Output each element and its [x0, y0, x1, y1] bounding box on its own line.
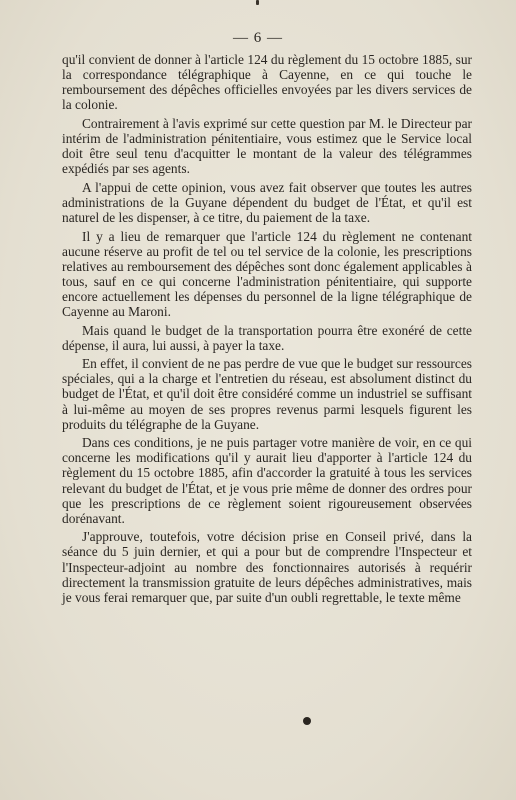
paragraph: J'approuve, toutefois, votre décision prise en Conseil privé, dans la séance du 5 juin dernier, et qui a pour but de comprendre l'Inspecteur et l'Inspecteur-adjoint au nombre des fonctionnaires autorisés à requérir directement la transmission gratuite de leurs dépêches administratives, mais je vous ferai remarquer que, par suite d'un oubli regrettable, le texte même [62, 529, 472, 605]
paragraph: Dans ces conditions, je ne puis partager votre manière de voir, en ce qui concerne les modifications qu'il y aurait lieu d'apporter à l'article 124 du règlement du 15 octobre 1885, afin d'accorder la gratuité à tous les services relevant du budget de l'État, et je vous prie même de donner des ordres pour que les prescriptions de ce règlement soient rigoureusement observées dorénavant. [62, 435, 472, 526]
body-text [62, 52, 472, 608]
paragraph: Contrairement à l'avis exprimé sur cette question par M. le Directeur par intérim de l'administration pénitentiaire, vous estimez que le Service local doit être seul tenu d'acquitter le montant de la valeur des télégrammes expédiés par ses agents. [62, 115, 472, 177]
paragraph: A l'appui de cette opinion, vous avez fait observer que toutes les autres administrations de la Guyane dépendent du budget de l'État, et qu'il est naturel de les dispenser, à ce titre, du paiement de la taxe. [62, 179, 472, 225]
paragraph: Il y a lieu de remarquer que l'article 124 du règlement ne contenant aucune réserve au profit de tel ou tel service de la colonie, les prescriptions relatives au remboursement des dépêches sont donc également applicables à tous, sauf en ce qui concerne l'administration pénitentiaire, qui supporte encore actuellement les dépenses du personnel de la ligne télégraphique de Cayenne au Maroni. [62, 228, 472, 319]
paragraph: qu'il convient de donner à l'article 124 du règlement du 15 octobre 1885, sur la correspondance télégraphique à Cayenne, en ce qui touche le remboursement des dépêches officielles envoyées par les divers services de la colonie. [62, 52, 472, 113]
paragraph: En effet, il convient de ne pas perdre de vue que le budget sur ressources spéciales, qui a la charge et l'entretien du réseau, est absolument distinct du budget de l'État, et qu'il doit être considéré comme un industriel se suffisant à lui-même au moyen de ses propres revenus parmi lesquels figurent les produits du télégraphe de la Guyane. [62, 356, 472, 432]
paragraph: Mais quand le budget de la transportation pourra être exonéré de cette dépense, il aura, lui aussi, à payer la taxe. [62, 322, 472, 353]
page-number: — 6 — [233, 30, 283, 46]
ink-mark [256, 0, 259, 5]
ink-blot [303, 717, 311, 725]
